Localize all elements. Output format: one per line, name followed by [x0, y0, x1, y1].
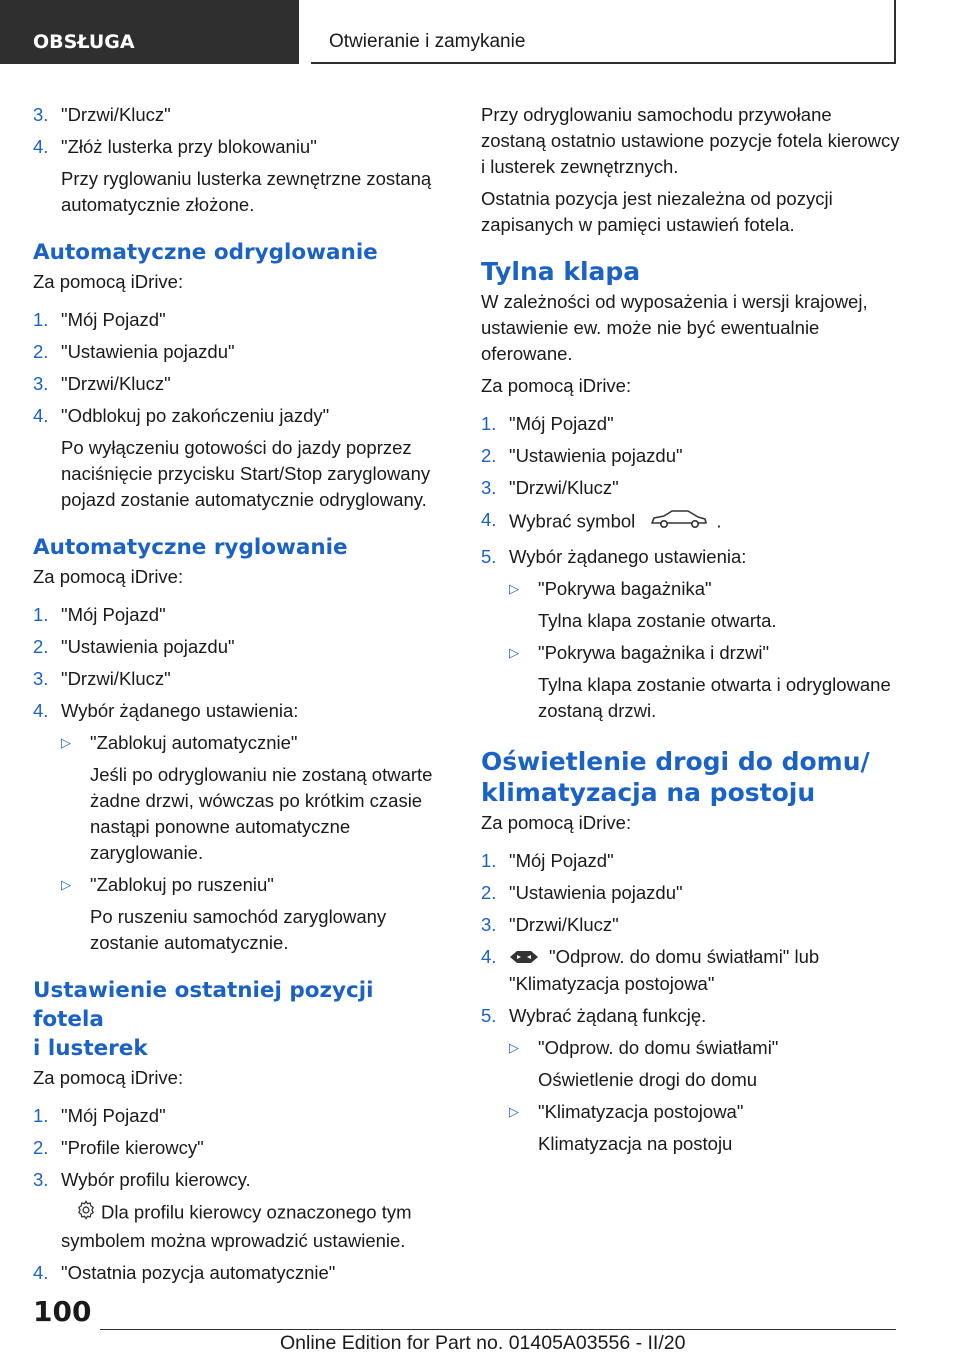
section-heading-auto-lock: Automatyczne ryglowanie [33, 535, 348, 560]
list-item: 3. Wybór profilu kierowcy. [33, 1169, 251, 1190]
option-item: ▷ "Pokrywa bagażnika" [509, 576, 901, 602]
list-item: 3. "Drzwi/Klucz" [33, 668, 171, 689]
section-heading-last-seat: Ustawienie ostatniej pozycji fotela i lusterek [33, 978, 374, 1061]
section-heading-tailgate: Tylna klapa [481, 257, 641, 286]
right-column [481, 102, 901, 1157]
chevron-icon [509, 945, 539, 971]
list-item: 1. "Mój Pojazd" [33, 1105, 166, 1126]
intro-text: Za pomocą iDrive: [33, 271, 184, 292]
option-desc: Po ruszeniu samochód zaryglowany zostanie automatycznie. [90, 906, 387, 953]
triangle-bullet-icon: ▷ [509, 1040, 519, 1056]
section-heading-lighting: Oświetlenie drogi do domu/ klimatyzacja na postoju [481, 747, 870, 807]
option-item: ▷ "Zablokuj automatycznie" [61, 730, 448, 756]
intro-text: Za pomocą iDrive: [33, 1067, 184, 1088]
option-item: ▷ "Zablokuj po ruszeniu" [61, 872, 448, 898]
intro-text: Za pomocą iDrive: [481, 812, 632, 833]
list-item: 4. "Ostatnia pozycja automatycznie" [33, 1262, 336, 1283]
list-item: 1. "Mój Pojazd" [481, 413, 614, 434]
list-item: 3. "Drzwi/Klucz" [481, 477, 619, 498]
left-column [33, 102, 448, 1286]
intro-text: Za pomocą iDrive: [481, 375, 632, 396]
header-section-label: OBSŁUGA [33, 31, 135, 53]
list-note: Po wyłączeniu gotowości do jazdy poprzez naciśnięcie przycisku Start/Stop zaryglowany pojazd zostanie automatycznie odryglowany. [61, 437, 431, 510]
header-chapter-label: Otwieranie i zamykanie [329, 31, 526, 52]
page-number: 100 [33, 1295, 92, 1328]
option-desc: Tylna klapa zostanie otwarta. [538, 610, 777, 631]
edition-text: Online Edition for Part no. 01405A03556 - II/20 [280, 1332, 686, 1354]
list-item: 2. "Ustawienia pojazdu" [481, 882, 683, 903]
car-icon [650, 507, 708, 538]
list-item: 3. "Drzwi/Klucz" [33, 373, 171, 394]
triangle-bullet-icon: ▷ [509, 645, 519, 660]
section-heading-auto-unlock: Automatyczne odryglowanie [33, 240, 378, 265]
list-item: 1. "Mój Pojazd" [33, 604, 166, 625]
paragraph: Ostatnia pozycja jest niezależna od pozycji zapisanych w pamięci ustawień fotela. [481, 188, 833, 235]
triangle-bullet-icon: ▷ [61, 735, 71, 750]
list-item: 3. "Drzwi/Klucz" [33, 104, 171, 125]
list-note: Przy ryglowaniu lusterka zewnętrzne zostaną automatycznie złożone. [61, 168, 432, 215]
gear-icon [75, 1199, 97, 1228]
list-item: 4. "Złóż lusterka przy blokowaniu" [33, 136, 317, 157]
list-item: 1. "Mój Pojazd" [33, 309, 166, 330]
option-desc: Tylna klapa zostanie otwarta i odryglowane zostaną drzwi. [538, 674, 891, 721]
list-item: 2. "Ustawienia pojazdu" [33, 341, 235, 362]
option-desc: Oświetlenie drogi do domu [538, 1069, 758, 1091]
list-item: 5. Wybór żądanego ustawienia: [481, 546, 747, 567]
list-item: 4. Wybrać symbol . [481, 507, 901, 538]
option-desc: Jeśli po odryglowaniu nie zostaną otwarte żadne drzwi, wówczas po krótkim czasie nastąpi ponowne automatyczne zaryglowanie. [90, 764, 433, 863]
list-note: Dla profilu kierowcy oznaczonego tym symbolem można wprowadzić ustawienie. [61, 1199, 448, 1254]
list-item: 5. Wybrać żądaną funkcję. [481, 1005, 707, 1027]
paragraph: W zależności od wyposażenia i wersji krajowej, ustawienie ew. może nie być ewentualnie oferowane. [481, 291, 868, 364]
triangle-bullet-icon: ▷ [61, 877, 71, 892]
list-item: 4. "Odprow. do domu światłami" lub "Klimatyzacja postojowa" [481, 946, 820, 995]
option-item: ▷ "Pokrywa bagażnika i drzwi" [509, 640, 901, 666]
triangle-bullet-icon: ▷ [509, 581, 519, 596]
header-chapter-tab [311, 0, 896, 64]
list-item: 2. "Ustawienia pojazdu" [481, 445, 683, 466]
list-item: 4. Wybór żądanego ustawienia: [33, 700, 299, 721]
triangle-bullet-icon: ▷ [509, 1104, 519, 1120]
option-item: ▷ "Klimatyzacja postojowa" [509, 1099, 901, 1125]
intro-text: Za pomocą iDrive: [33, 566, 184, 587]
option-desc: Klimatyzacja na postoju [538, 1133, 733, 1155]
list-item: 4. "Odblokuj po zakończeniu jazdy" [33, 405, 330, 426]
header-section-tab [0, 0, 299, 64]
list-item: 2. "Ustawienia pojazdu" [33, 636, 235, 657]
option-item: ▷ "Odprow. do domu światłami" [509, 1035, 901, 1061]
list-item: 3. "Drzwi/Klucz" [481, 914, 619, 935]
list-item: 2. "Profile kierowcy" [33, 1137, 204, 1158]
paragraph: Przy odryglowaniu samochodu przywołane zostaną ostatnio ustawione pozycje fotela kierowcy i lusterek zewnętrznych. [481, 104, 900, 177]
list-item: 1. "Mój Pojazd" [481, 850, 614, 871]
